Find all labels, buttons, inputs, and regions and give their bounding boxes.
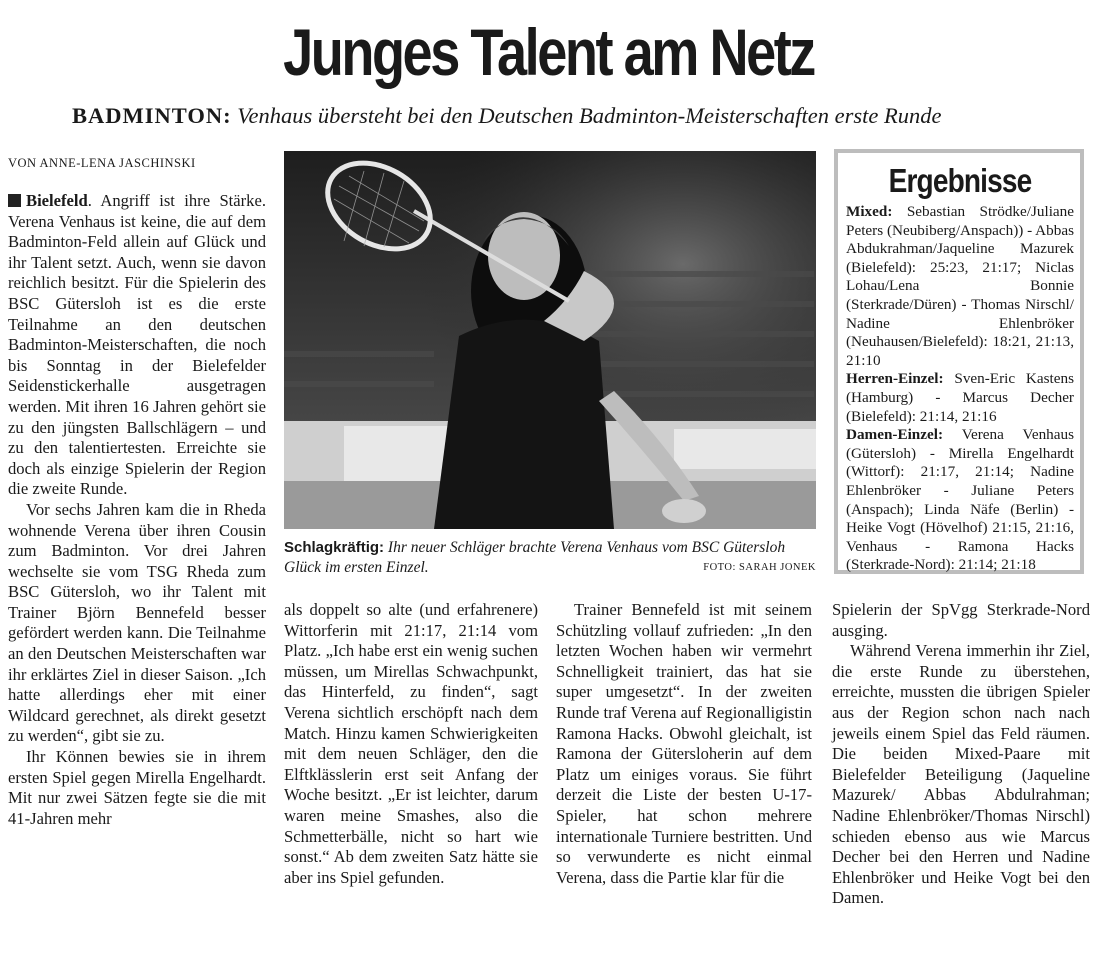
photo-credit: FOTO: SARAH JONEK [703,562,816,573]
section-kicker: BADMINTON: [72,103,232,128]
paragraph: Vor sechs Jahren kam die in Rheda wohnende Verena über ihren Cousin zum Badminton. Vor drei Jahren wechselte sie vom TSG Rheda zum BSC Gütersloh, wo ihr Talent mit Trainer Björn Bennefeld besser gefördert werden kann. Die Teilnahme an den Deutschen Meisterschaften war ihr erklärtes Ziel in dieser Saison. „Ich hatte allerdings eher mit einer Wildcard gerechnet, als direkt gesetzt zu werden“, gibt sie zu. [8,499,266,746]
paragraph: als doppelt so alte (und erfahrenere) Wittorferin mit 21:17, 21:14 vom Platz. „Ich habe erst ein wenig suchen müssen, um Mirellas Schwachpunkt, das Hinterfeld, zu finden“, sagt Verena sichtlich erschöpft nach dem Match. Hinzu kamen Schwierigkeiten mit dem neuen Schläger, den die Elftklässlerin erst seit Anfang der Woche besitzt. „Er ist leichter, darum waren meine Smashes, also die Schmetterbälle, nicht so hart wie sonst.“ Ab dem zweiten Satz hätte sie aber ins Spiel gefunden. [284,600,538,887]
result-text: Verena Venhaus (Gütersloh) - Mirella Engelhardt (Wittorf): 21:17, 21:14; Nadine Ehlenbröker - Juliane Peters (Anspach); Linda Näfe (Berlin) - Heike Vogt (Hövelhof) 21:15, 21:16, Venhaus - Ramona Hacks (Sterkrade-Nord): 21:14; 21:18 [846,426,1074,574]
byline: VON ANNE-LENA JASCHINSKI [8,156,196,170]
result-text: Sven-Eric Kastens (Hamburg) - Marcus Decher (Bielefeld): 21:14, 21:16 [846,370,1074,425]
article-column-3 [556,600,812,888]
results-box [834,149,1084,574]
paragraph: . Angriff ist ihre Stärke. Verena Venhaus ist keine, die auf dem Badminton-Feld allein auf Glück und ihr Talent setzt. Auch, wenn sie davon reichlich besitzt. Für die Spielerin des BSC Gütersloh ist es die erste Teilnahme an den deutschen Badminton-Meisterschaften, die noch bis Sonntag in der Bielefelder Seidenstickerhalle ausgetragen werden. Mit ihren 16 Jahren gehört sie zu den jüngsten Ballschlägern – und zu den talentiertesten. Erreichte sie doch als einzige Spielerin der Region die zweite Runde. [8,191,266,499]
subheadline [72,102,941,130]
results-body [846,203,1074,575]
headline: Junges Talent am Netz [283,15,814,89]
deck: Venhaus übersteht bei den Deutschen Badminton-Meisterschaften erste Runde [237,103,942,128]
paragraph: Ihr Können bewies sie in ihrem ersten Spiel gegen Mirella Engelhardt. Mit nur zwei Sätzen fegte sie die mit 41-Jahren mehr [8,747,266,828]
dateline: Bielefeld [26,191,88,210]
paragraph: Während Verena immerhin ihr Ziel, die erste Runde zu überstehen, erreichte, mussten die übrigen Spieler aus der Region schon nach nach jeweils einem Spiel das Feld räumen. Die beiden Mixed-Paare mit Bielefelder Beteiligung (Jaqueline Mazurek/ Abbas Abdulrahman; Nadine Ehlenbröker/Thomas Nirschl) schieden ebenso aus wie Marcus Decher bei den Herren und Nadine Ehlenbröker und Heike Vogt bei den Damen. [832,641,1090,908]
article-column-2 [284,600,538,888]
article-photo [284,151,816,529]
category-label: Herren-Einzel: [846,370,944,388]
photo-caption [284,538,816,578]
article-column-1 [8,191,266,829]
caption-lead: Schlagkräftig: [284,539,385,556]
category-label: Mixed: [846,203,893,220]
result-text: Sebastian Strödke/Juliane Peters (Neubiberg/Anspach)) - Abbas Abdukrahman/Jaqueline Mazurek (Bielefeld): 25:23, 21:17; Niclas Lohau/Lena Bonnie (Sterkrade/Düren) - Thomas Nirschl/ Nadine Ehlenbröker (Neuhausen/Bielefeld): 18:21, 21:13, 21:10 [846,203,1074,369]
results-title: Ergebnisse [888,162,1032,199]
square-bullet-icon [8,194,21,207]
badminton-player-photo [284,151,816,529]
paragraph: Trainer Bennefeld ist mit seinem Schützling vollauf zufrieden: „In den letzten Wochen haben wir vermehrt Schnelligkeit trainiert, das hat sie super umgesetzt“. In der zweiten Runde traf Verena auf Regionalligistin Ramona Hacks. Obwohl gleichalt, ist Ramona der Gütersloherin auf dem Platz um einiges voraus. Sie führt derzeit die Liste der besten U-17-Spieler, hat schon mehrere internationale Turniere bestritten. Und so verwunderte es nicht einmal Verena, dass die Partie klar für die [556,600,812,887]
article-column-4 [832,600,1090,909]
paragraph: Spielerin der SpVgg Sterkrade-Nord ausging. [832,600,1090,640]
category-label: Damen-Einzel: [846,426,944,444]
caption-text: Ihr neuer Schläger brachte Verena Venhaus vom BSC Gütersloh Glück im ersten Einzel. [284,539,786,576]
